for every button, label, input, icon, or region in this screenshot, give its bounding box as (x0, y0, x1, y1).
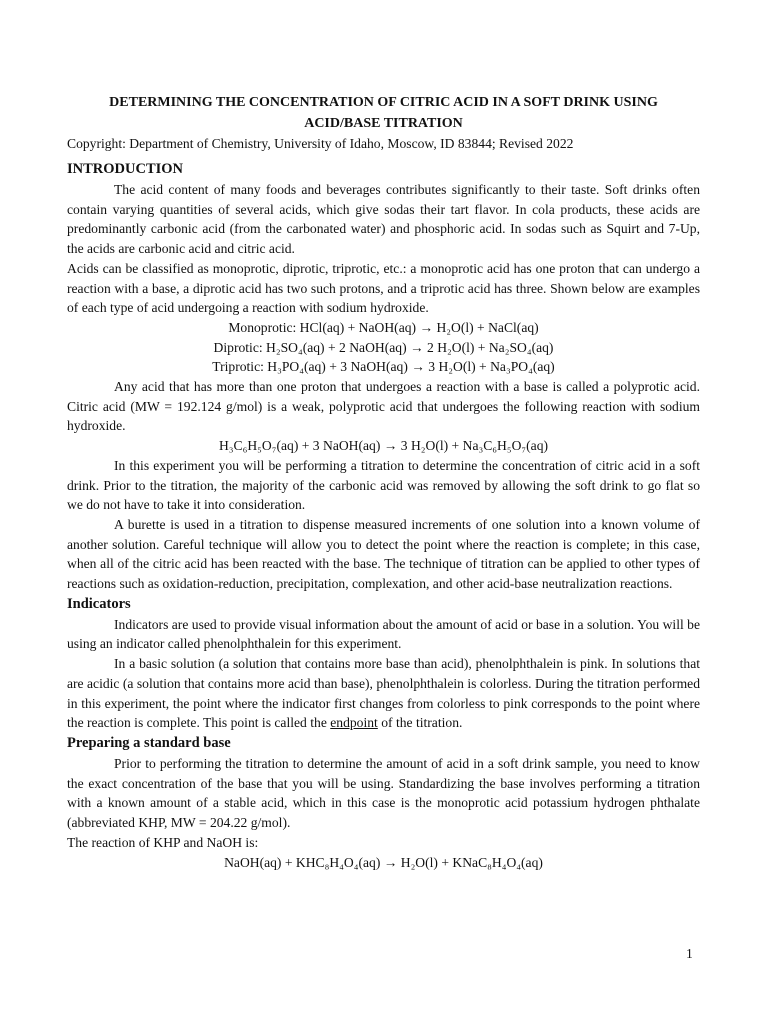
indicators-paragraph-2-end: of the titration. (377, 715, 463, 731)
endpoint-term: endpoint (330, 715, 378, 731)
equation-khp: NaOH(aq) + KHC₈H₄O₄(aq) → H₂O(l) + KNaC₈H₄O₄(aq) (224, 854, 543, 870)
indicators-paragraph-1: Indicators are used to provide visual information about the amount of acid or base in a solution. You will be using an indicator called phenolphthalein for this experiment. (67, 616, 700, 652)
equation-citric-acid: H₃C₆H₅O₇(aq) + 3 NaOH(aq) → 3 H₂O(l) + Na₃C₆H₅O₇(aq) (218, 438, 549, 454)
heading-standard-base: Preparing a standard base (67, 734, 231, 751)
copyright-line: Copyright: Department of Chemistry, University of Idaho, Moscow, ID 83844; Revised 2022 (67, 136, 574, 151)
heading-indicators: Indicators (67, 595, 131, 612)
page-number: 1 (686, 946, 693, 961)
document-body (67, 92, 700, 872)
indicators-paragraph-2 (67, 654, 700, 733)
standard-base-paragraph-1: Prior to performing the titration to determine the amount of acid in a soft drink sample, you need to know the exact concentration of the base that you will be using. Standardizing the base involves performing a titration with a known amount of a stable acid, which in this case is the monoprotic acid potassium hydrogen phthalate (abbreviated KHP, MW = 204.22 g/mol). (67, 755, 700, 831)
intro-paragraph-1: The acid content of many foods and beverages contributes significantly to their taste. Soft drinks often contain varying quantities of several acids, which give sodas their tart flavor. In cola products, these acids are predominantly carbonic acid (from the carbonated water) and phosphoric acid. In sodas such as Squirt and 7-Up, the acids are carbonic acid and citric acid. (67, 182, 700, 257)
intro-paragraph-2: Acids can be classified as monoprotic, diprotic, triprotic, etc.: a monoprotic acid has one proton that can undergo a reaction with a base, a diprotic acid has two such protons, and a triprotic acid has three. Shown below are examples of each type of acid undergoing a reaction with sodium hydroxide. (67, 260, 700, 316)
intro-paragraph-3: Any acid that has more than one proton that undergoes a reaction with a base is called a polyprotic acid. Citric acid (MW = 192.124 g/mol) is a weak, polyprotic acid that undergoes the following reaction with sodium hydroxide. (67, 379, 700, 434)
equation-diprotic: Diprotic: H₂SO₄(aq) + 2 NaOH(aq) → 2 H₂O(l) + Na₂SO₄(aq) (213, 339, 554, 355)
heading-introduction: INTRODUCTION (67, 161, 184, 177)
equation-monoprotic: Monoprotic: HCl(aq) + NaOH(aq) → H₂O(l) + NaCl(aq) (228, 319, 539, 335)
document-title: DETERMINING THE CONCENTRATION OF CITRIC ACID IN A SOFT DRINK USING ACID/BASE TITRATION (109, 95, 658, 131)
standard-base-paragraph-2: The reaction of KHP and NaOH is: (67, 834, 259, 850)
indicators-paragraph-2-text: In a basic solution (a solution that contains more base than acid), phenolphthalein is pink. In solutions that are acidic (a solution that contains more acid than base), phenolphthalein is colorless. During the titration performed in this experiment, the point where the indicator first changes from colorless to pink corresponds to the point where the reaction is complete. This point is called the (67, 656, 700, 731)
intro-paragraph-4: In this experiment you will be performing a titration to determine the concentration of citric acid in a soft drink. Prior to the titration, the majority of the carbonic acid was removed by allowing the soft drink to go flat so we do not have to take it into consideration. (67, 457, 700, 513)
intro-paragraph-5: A burette is used in a titration to dispense measured increments of one solution into a known volume of another solution. Careful technique will allow you to detect the point where the reaction is complete; in this case, when all of the citric acid has been reacted with the base. The technique of titration can be applied to other types of reactions such as oxidation-reduction, precipitation, complexation, and other acid-base neutralization reactions. (67, 516, 700, 592)
equation-triprotic: Triprotic: H₃PO₄(aq) + 3 NaOH(aq) → 3 H₂O(l) + Na₃PO₄(aq) (212, 359, 555, 375)
